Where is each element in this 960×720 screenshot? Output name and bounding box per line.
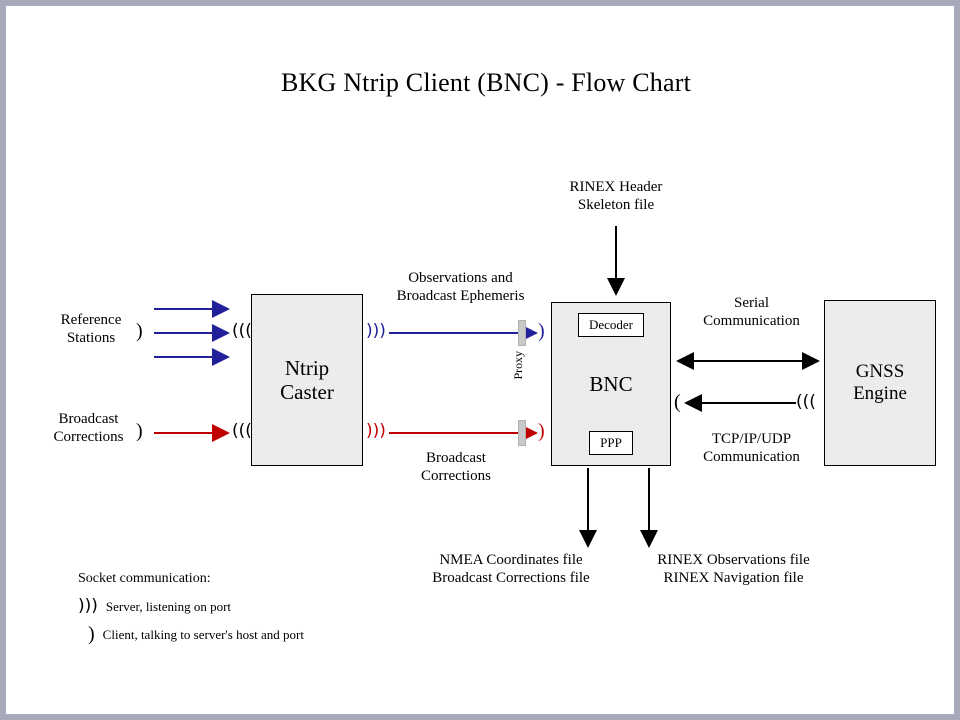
gnss-engine-label-line1: GNSS: [855, 361, 905, 383]
broadcast-corrections-left-line2: Corrections: [53, 429, 124, 445]
legend-client-text: Client, talking to server's host and port: [102, 626, 304, 642]
bnc-label: BNC: [589, 371, 633, 396]
broadcast-corrections-mid-line2: Corrections: [421, 468, 491, 484]
legend: [78, 571, 418, 646]
client-paren-icon-bnc-tcpip: (: [674, 391, 681, 413]
client-paren-icon-bnc-corr: ): [538, 420, 545, 442]
decoder-box: Decoder: [578, 313, 644, 337]
serial-line1: Serial: [734, 295, 769, 311]
observations-label: [378, 269, 543, 305]
page-title: BKG Ntrip Client (BNC) - Flow Chart: [281, 68, 691, 97]
output-files-right-label: [636, 551, 831, 587]
reference-stations-line2: Stations: [66, 330, 116, 346]
server-wave-icon-gnss-tcpip: (((: [796, 392, 816, 412]
server-wave-icon-caster-obs: (((: [232, 321, 252, 341]
gnss-engine-box: [824, 300, 936, 466]
client-paren-icon-ref-stations: ): [136, 320, 143, 342]
client-paren-icon-broadcast: ): [136, 420, 143, 442]
output-left-line1: NMEA Coordinates file: [439, 552, 583, 568]
tcpip-line1: TCP/IP/UDP: [711, 431, 792, 447]
broadcast-corrections-left-line1: Broadcast: [58, 411, 119, 427]
tcpip-line2: Communication: [703, 449, 800, 465]
broadcast-corrections-left-label: [26, 410, 151, 446]
ntrip-caster-label-line1: Ntrip: [284, 355, 330, 380]
client-paren-icon-bnc-obs: ): [538, 320, 545, 342]
server-wave-icon-caster-out-corr: ))): [366, 421, 386, 441]
reference-stations-label: [36, 311, 146, 347]
ppp-box: PPP: [589, 431, 633, 455]
broadcast-corrections-mid-line1: Broadcast: [426, 450, 486, 466]
observations-line1: Observations and: [408, 270, 513, 286]
proxy-label-wrap: [488, 350, 548, 382]
rinex-header-skeleton-label: [531, 178, 701, 214]
output-right-line1: RINEX Observations file: [657, 552, 810, 568]
legend-server-text: Server, listening on port: [105, 598, 232, 614]
reference-stations-line1: Reference: [60, 312, 122, 328]
client-paren-icon-legend: ): [88, 622, 95, 645]
output-files-left-label: [411, 551, 611, 587]
rinex-header-line2: Skeleton file: [577, 197, 655, 213]
ntrip-caster-box: [251, 294, 363, 466]
gnss-engine-label-line2: Engine: [853, 383, 907, 404]
proxy-bar-bottom: [518, 420, 526, 446]
server-wave-icon-caster-out-obs: ))): [366, 321, 386, 341]
serial-communication-label: [684, 294, 819, 330]
observations-line2: Broadcast Ephemeris: [396, 288, 525, 304]
legend-title: Socket communication:: [78, 571, 211, 586]
proxy-label: Proxy: [510, 350, 525, 380]
ntrip-caster-label-line2: Caster: [280, 380, 334, 404]
tcpip-communication-label: [684, 430, 819, 466]
server-wave-icon-caster-corr: (((: [232, 421, 252, 441]
serial-line2: Communication: [703, 313, 800, 329]
bnc-box: [551, 302, 671, 466]
broadcast-corrections-mid-label: [391, 449, 521, 485]
rinex-header-line1: RINEX Header: [569, 179, 663, 195]
output-left-line2: Broadcast Corrections file: [432, 570, 590, 586]
output-right-line2: RINEX Navigation file: [663, 570, 804, 586]
server-wave-icon-legend: ))): [78, 595, 98, 616]
